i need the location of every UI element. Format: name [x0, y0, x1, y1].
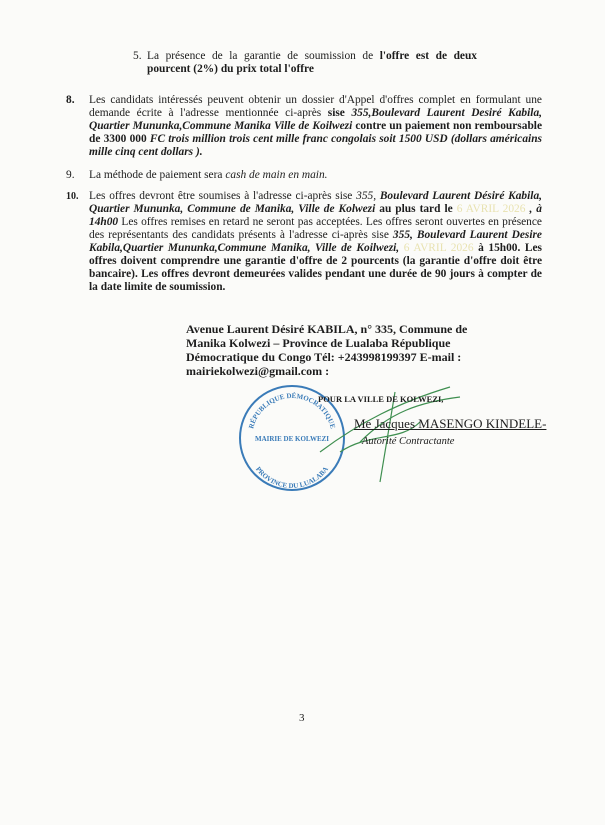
- address-text: Boulevard Laurent Désiré Kabila, Quartier Mununka, Commune de Manika, Ville de Kolwezi: [89, 190, 542, 215]
- item-10-number: 10.: [66, 191, 79, 202]
- signature-for: POUR LA VILLE DE KOLWEZI,: [318, 394, 444, 404]
- item-5: [66, 50, 477, 76]
- text: Les offres devront être soumises à l'adresse ci-après sise: [89, 190, 357, 202]
- item-10: [66, 190, 542, 294]
- signatory-role: Autorité Contractante: [362, 436, 455, 447]
- text: au plus tard le: [375, 203, 457, 215]
- text: cash de main en main.: [225, 169, 328, 181]
- date-text: 6 AVRIL 2026: [456, 203, 526, 215]
- text: à 15h00. Les offres doivent comprendre une garantie d'offre de 2 pourcents (la garantie d'offre doit être bancaire). Les offres devront demeurées valides pendant une durée de 90 jours à compter de la date limite de soumission.: [89, 242, 542, 293]
- signature-block: [66, 382, 547, 497]
- address-text: 355, Boulevard Laurent Desire Kabila,Quartier Mununka,Commune Manika, Ville de Koilwezi,: [89, 229, 542, 254]
- contact-address: Avenue Laurent Désiré KABILA, n° 335, Commune de Manika Kolwezi – Province de Lualaba République Démocratique du Congo Tél: +243998199397 E-mail : mairiekolwezi@gmail.com :: [186, 322, 468, 378]
- text-bold: l'offre est de deux pourcent (2%) du prix total l'offre: [147, 50, 477, 75]
- text: Les candidats intéressés peuvent obtenir un dossier d'Appel d'offres complet en formulant une demande écrite à l'adresse mentionnée ci-après: [89, 94, 542, 119]
- item-9: [66, 169, 542, 182]
- text: sise: [327, 107, 352, 119]
- signatory-name: Me Jacques MASENGO KINDELE-: [354, 416, 547, 431]
- item-9-number: 9.: [66, 169, 75, 181]
- document-body: [66, 50, 547, 497]
- stamp-text-center: MAIRIE DE KOLWEZI: [254, 435, 330, 443]
- page-number: 3: [299, 712, 305, 724]
- address-text: 355,Boulevard Laurent Desiré Kabila, Quartier Mununka,Commune Manika Ville de Koilwezi: [89, 107, 542, 132]
- stamp-text-bottom: PROVINCE DU LUALABA: [254, 465, 330, 491]
- time-text: , à 14h00: [89, 203, 542, 228]
- text: La présence de la garantie de soumission de: [147, 50, 380, 62]
- text: 355,: [356, 190, 380, 202]
- stamp-text-top: RÉPUBLIQUE DÉMOCRATIQUE: [247, 391, 337, 430]
- item-8-number: 8.: [66, 94, 75, 106]
- text: contre un paiement non remboursable de 3300 000: [89, 120, 542, 145]
- text: La méthode de paiement sera: [89, 169, 226, 181]
- text: Les offres remises en retard ne seront pas acceptées. Les offres seront ouvertes en présence des représentants des candidats présents à l'adresse ci-après sise: [89, 216, 542, 241]
- amount-text: FC trois million trois cent mille franc congolais soit 1500 USD (dollars américains mille cinq cent dollars ).: [89, 133, 542, 158]
- item-8: [66, 94, 542, 159]
- item-5-number: 5.: [133, 50, 142, 62]
- date-text: 6 AVRIL 2026: [403, 242, 474, 254]
